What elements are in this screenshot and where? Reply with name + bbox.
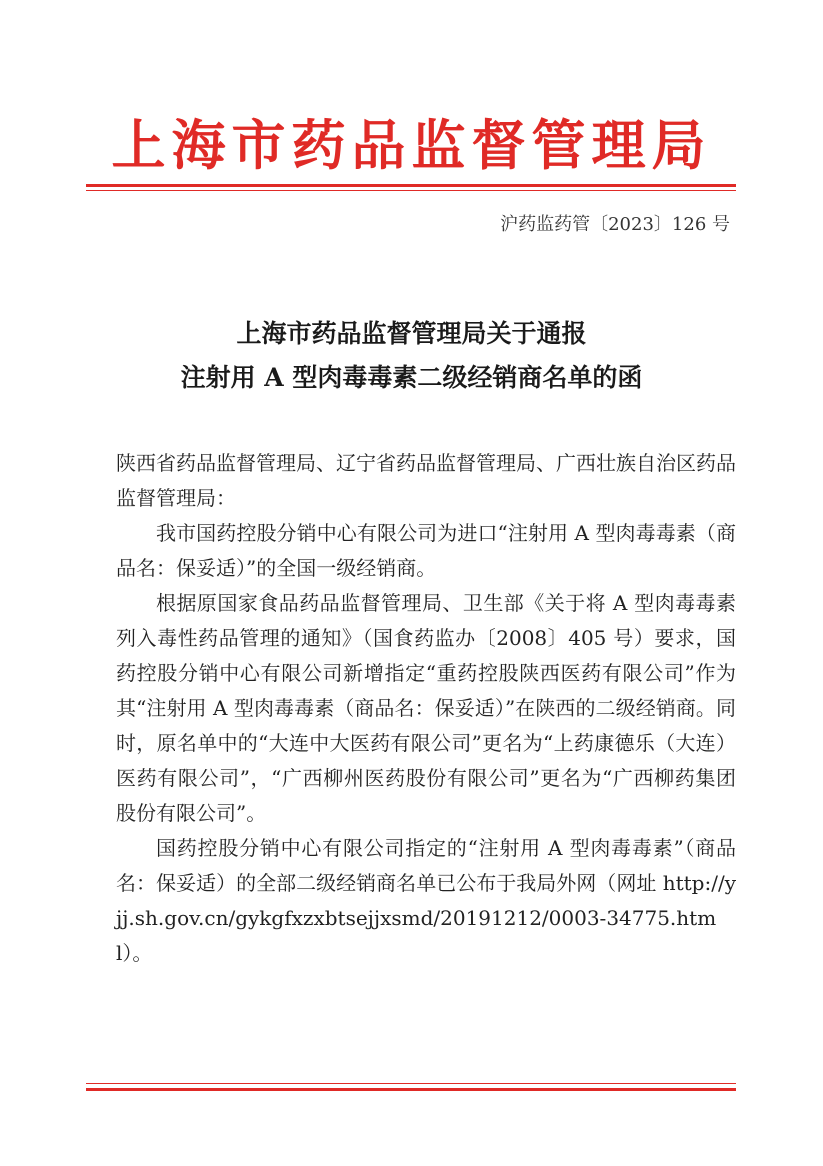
document-title-line-2: 注射用 A 型肉毒毒素二级经销商名单的函 (180, 363, 643, 392)
recipients: 陕西省药品监督管理局、辽宁省药品监督管理局、广西壮族自治区药品监督管理局： (116, 451, 736, 510)
document-title (0, 312, 823, 400)
body-paragraph-3: 国药控股分销中心有限公司指定的“注射用 A 型肉毒毒素”（商品名：保妥适）的全部二级经销商名单已公布于我局外网（网址 http://yjj.sh.gov.cn/gykgfxzxbtsejjxsmd/20191212/0003-34775.html）。 (116, 836, 736, 965)
footer-rule-thick (86, 1088, 736, 1091)
header-rule-thick (86, 184, 736, 187)
body-paragraph-1: 我市国药控股分销中心有限公司为进口“注射用 A 型肉毒毒素（商品名：保妥适）”的全国一级经销商。 (116, 521, 736, 580)
document-body (116, 446, 736, 971)
body-paragraph-2: 根据原国家食品药品监督管理局、卫生部《关于将 A 型肉毒毒素列入毒性药品管理的通知》（国食药监办〔2008〕405 号）要求，国药控股分销中心有限公司新增指定“重药控股陕西医药有限公司”作为其“注射用 A 型肉毒毒素（商品名：保妥适）”在陕西的二级经销商。同时，原名单中的“大连中大医药有限公司”更名为“上药康德乐（大连）医药有限公司”，“广西柳州医药股份有限公司”更名为“广西柳药集团股份有限公司”。 (116, 591, 736, 825)
document-title-line-1: 上海市药品监督管理局关于通报 (236, 319, 587, 348)
document-number: 沪药监药管〔2023〕126 号 (500, 214, 730, 235)
footer-rule-thin (86, 1083, 736, 1084)
header-rule-thin (86, 190, 736, 191)
agency-header: 上海市药品监督管理局 (111, 113, 712, 177)
